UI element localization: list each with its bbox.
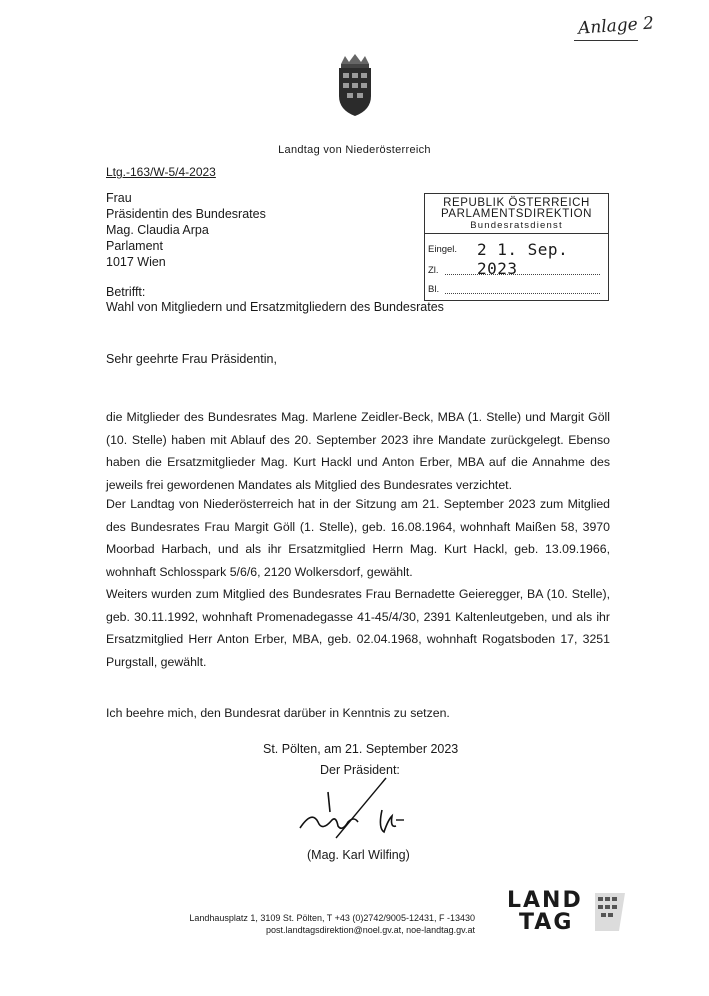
- footer-address-line: Landhausplatz 1, 3109 St. Pölten, T +43 (0)2742/9005-12431, F -13430: [189, 913, 475, 923]
- institution-title: Landtag von Niederösterreich: [278, 144, 431, 156]
- subject-block: [106, 285, 444, 315]
- landtag-logo: [507, 889, 625, 935]
- recipient-line: Parlament: [106, 239, 163, 253]
- subject-label: Betrifft:: [106, 285, 146, 299]
- salutation: Sehr geehrte Frau Präsidentin,: [106, 352, 277, 366]
- footer-contact-line: post.landtagsdirektion@noel.gv.at, noe-landtag.gv.at: [266, 925, 475, 935]
- stamp-received-label: Eingel.: [428, 244, 458, 255]
- body-paragraph: Ich beehre mich, den Bundesrat darüber in Kenntnis zu setzen.: [106, 706, 450, 720]
- subject-text: Wahl von Mitgliedern und Ersatzmitgliedern des Bundesrates: [106, 300, 444, 314]
- reference-number: Ltg.-163/W-5/4-2023: [106, 165, 216, 179]
- body-paragraph: die Mitglieder des Bundesrates Mag. Marlene Zeidler-Beck, MBA (1. Stelle) und Margit Göll (10. Stelle) haben mit Ablauf des 20. September 2023 ihre Mandate zurückgelegt. Ebenso haben die Ersatzmitglieder Mag. Kurt Hackl und Anton Erber, MBA auf die Annahme des jeweils frei gewordenen Mandates als Mitglied des Bundesrates verzichtet.: [106, 410, 610, 492]
- receipt-stamp: [424, 193, 609, 301]
- body-paragraph-part: Weiters wurden zum Mitglied des Bundesrates Frau Bernadette Geieregger, BA (10. Stelle), geb. 30.11.1992, wohnhaft Promenadegasse 41-45/4/30, 2391 Kaltenleutgeben, und als ihr Ersatzmitglied Herr Anton Erber, MBA, geb. 02.04.1968, wohnhaft Rogatsboden 17, 3251 Purgstall, gewählt.: [106, 587, 610, 669]
- place-date: St. Pölten, am 21. September 2023: [263, 742, 459, 756]
- logo-line-2: TAG: [519, 910, 574, 935]
- handwritten-signature: [292, 770, 412, 850]
- annex-underline: [574, 40, 638, 41]
- recipient-line: Mag. Claudia Arpa: [106, 223, 209, 237]
- logo-emblem-icon: [595, 891, 625, 933]
- signatory-name: (Mag. Karl Wilfing): [307, 848, 410, 862]
- recipient-line: Präsidentin des Bundesrates: [106, 207, 266, 221]
- stamp-divider: [425, 233, 608, 234]
- recipient-address: [106, 190, 266, 270]
- recipient-line: Frau: [106, 191, 132, 205]
- stamp-line-2: PARLAMENTSDIREKTION: [440, 208, 593, 220]
- stamp-bl-line: [445, 293, 600, 294]
- signatory-role: Der Präsident:: [320, 763, 400, 777]
- body-paragraph: [106, 493, 610, 673]
- logo-line-1: LAND: [507, 888, 583, 913]
- body-paragraph-part: Der Landtag von Niederösterreich hat in der Sitzung am 21. September 2023 zum Mitglied des Bundesrates Frau Margit Göll (1. Stelle), geb. 16.08.1964, wohnhaft Maißen 58, 3970 Moorbad Harbach, und als ihr Ersatzmitglied Herrn Mag. Kurt Hackl, geb. 13.09.1966, wohnhaft Schlosspark 5/6/6, 2120 Wolkersdorf, gewählt.: [106, 497, 610, 579]
- stamp-line-3: Bundesratsdienst: [470, 220, 563, 231]
- stamp-bl-label: Bl.: [428, 284, 440, 295]
- annex-note: Anlage 2: [577, 13, 655, 39]
- coat-of-arms-icon: [333, 50, 377, 120]
- stamp-line-1: REPUBLIK ÖSTERREICH: [443, 197, 590, 209]
- recipient-line: 1017 Wien: [106, 255, 166, 269]
- stamp-zl-line: [445, 274, 600, 275]
- stamp-zl-label: Zl.: [428, 265, 439, 276]
- stamp-received-date: 2 1. Sep. 2023: [477, 240, 569, 278]
- footer-address: [140, 912, 475, 936]
